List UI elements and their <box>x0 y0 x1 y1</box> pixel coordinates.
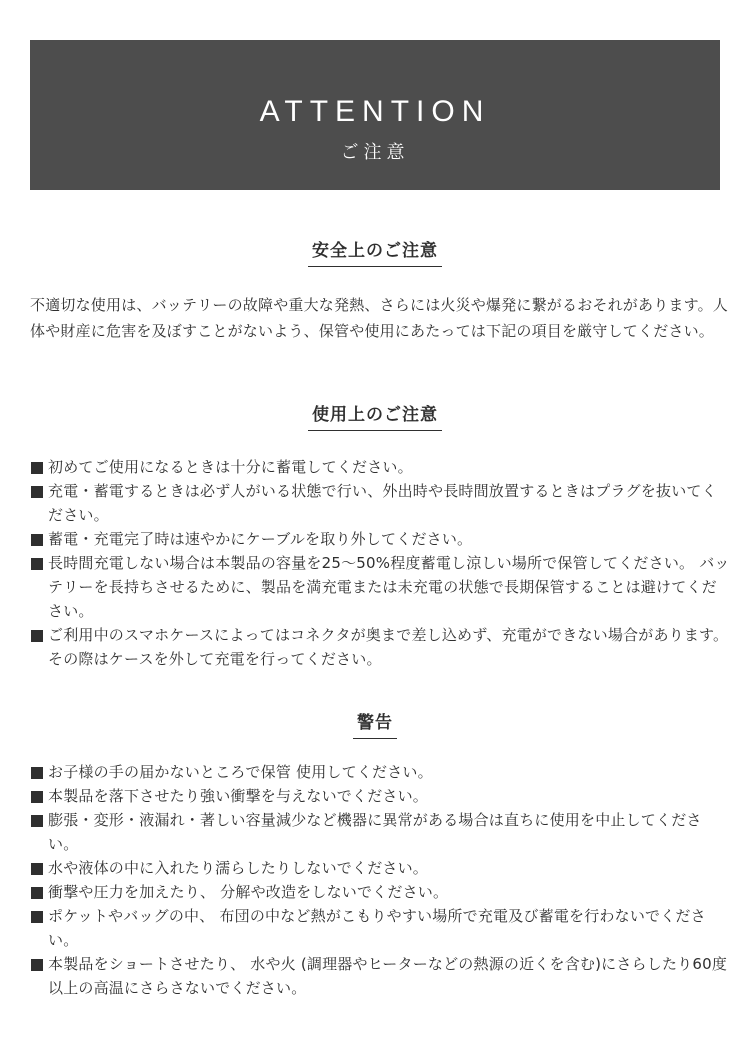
square-bullet-icon <box>31 486 43 498</box>
usage-item-text: 長時間充電しない場合は本製品の容量を25～50%程度蓄電し涼しい場所で保管してください。 バッテリーを長持ちさせるために、製品を満充電または未充電の状態で長期保管することは避けてください。 <box>48 554 730 620</box>
warning-item-text: お子様の手の届かないところで保管 使用してください。 <box>48 763 433 781</box>
warning-list <box>30 760 730 1000</box>
square-bullet-icon <box>31 630 43 642</box>
square-bullet-icon <box>31 887 43 899</box>
usage-item-text: 蓄電・充電完了時は速やかにケーブルを取り外してください。 <box>48 530 473 548</box>
list-item <box>30 952 730 1000</box>
safety-heading <box>0 240 750 267</box>
list-item <box>30 551 730 623</box>
square-bullet-icon <box>31 534 43 546</box>
usage-item-text: 初めてご使用になるときは十分に蓄電してください。 <box>48 458 413 476</box>
list-item <box>30 784 730 808</box>
list-item <box>30 527 730 551</box>
list-item <box>30 808 730 856</box>
square-bullet-icon <box>31 959 43 971</box>
warning-item-text: ポケットやバッグの中、 布団の中など熱がこもりやすい場所で充電及び蓄電を行わないでください。 <box>48 907 706 949</box>
square-bullet-icon <box>31 791 43 803</box>
banner-title: ATTENTION <box>259 95 491 128</box>
square-bullet-icon <box>31 767 43 779</box>
usage-item-text: ご利用中のスマホケースによってはコネクタが奥まで差し込めず、充電ができない場合があります。 その際はケースを外して充電を行ってください。 <box>48 626 729 668</box>
safety-paragraph: 不適切な使用は、バッテリーの故障や重大な発熱、さらには火災や爆発に繋がるおそれがあります。人体や財産に危害を及ぼすことがないよう、保管や使用にあたっては下記の項目を厳守してください。 <box>30 296 729 340</box>
usage-heading <box>0 404 750 431</box>
list-item <box>30 623 730 671</box>
warning-item-text: 衝撃や圧力を加えたり、 分解や改造をしないでください。 <box>48 883 449 901</box>
usage-list <box>30 455 730 671</box>
square-bullet-icon <box>31 558 43 570</box>
attention-banner <box>30 40 720 190</box>
usage-item-text: 充電・蓄電するときは必ず人がいる状態で行い、外出時や長時間放置するときはプラグを抜いてください。 <box>48 482 717 524</box>
list-item <box>30 455 730 479</box>
list-item <box>30 904 730 952</box>
square-bullet-icon <box>31 911 43 923</box>
warning-item-text: 本製品を落下させたり強い衝撃を与えないでください。 <box>48 787 429 805</box>
usage-heading-text: 使用上のご注意 <box>308 404 442 431</box>
list-item <box>30 880 730 904</box>
square-bullet-icon <box>31 462 43 474</box>
safety-heading-text: 安全上のご注意 <box>308 240 442 267</box>
square-bullet-icon <box>31 815 43 827</box>
list-item <box>30 856 730 880</box>
warning-item-text: 膨張・変形・液漏れ・著しい容量減少など機器に異常がある場合は直ちに使用を中止してください。 <box>48 811 702 853</box>
banner-subtitle: ご注意 <box>340 142 410 163</box>
warning-item-text: 本製品をショートさせたり、 水や火 (調理器やヒーターなどの熱源の近くを含む)にさらしたり60度以上の高温にさらさないでください。 <box>48 955 728 997</box>
warning-item-text: 水や液体の中に入れたり濡らしたりしないでください。 <box>48 859 429 877</box>
warning-heading <box>0 712 750 739</box>
list-item <box>30 760 730 784</box>
square-bullet-icon <box>31 863 43 875</box>
list-item <box>30 479 730 527</box>
warning-heading-text: 警告 <box>353 712 397 739</box>
